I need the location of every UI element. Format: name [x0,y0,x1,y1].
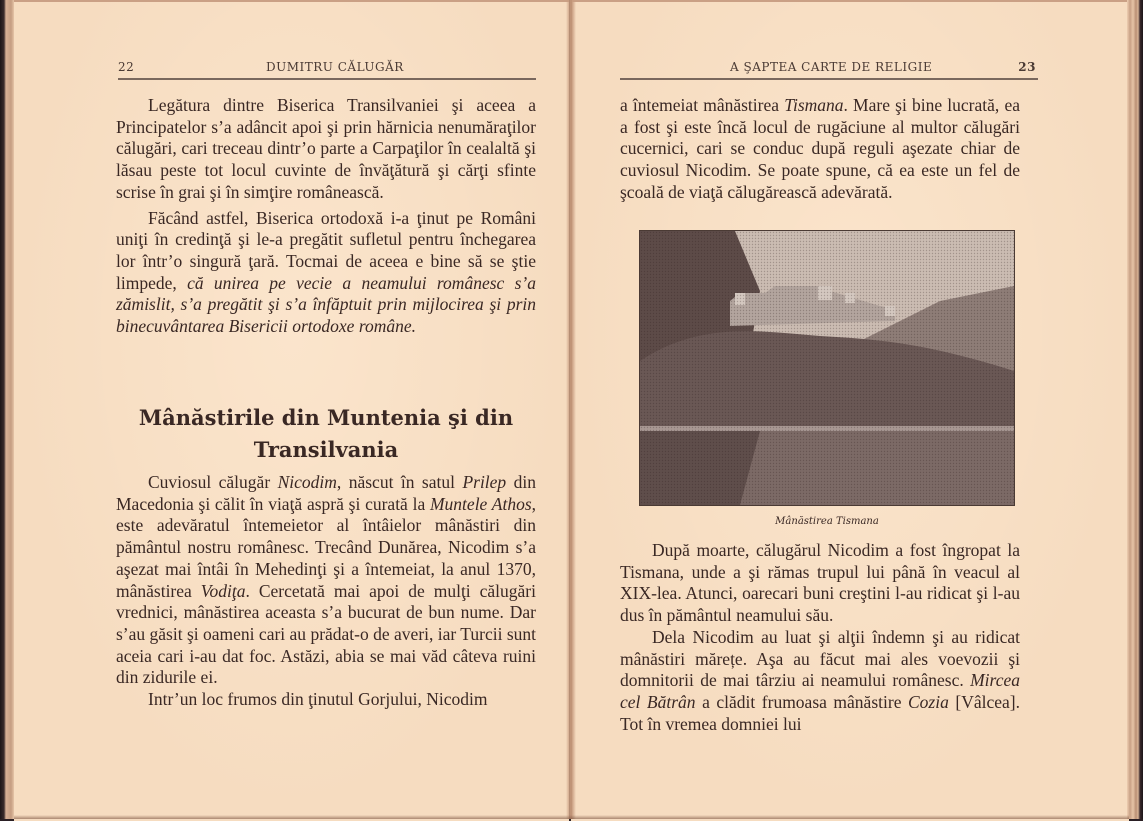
paragraph: Legătura dintre Biserica Transilvaniei şi aceea a Principatelor s’a adâncit apoi şi prin hărnicia nenumăraţilor călugări, cari treceau dintr’o parte a Carpaţilor în cealaltă şi lăsau peste tot locul cuvinte de învăţătură şi cărţi sfinte scrise în grai şi în simţire românească. [116,95,536,202]
paragraph: Intr’un loc frumos din ţinutul Gorjului, Nicodim [148,689,488,710]
monastery-illustration [640,231,1014,505]
paragraph-text: , este adevăratul întemeietor al întâielor mânăstiri din pământul nostru românesc. Trecând Dunărea, Nicodim s’a aşezat mai întâi în Mehedinţi şi a întemeiat, la anul 1370, mânăstirea [116,493,537,601]
place-emphasis: Cozia [908,691,949,712]
right-running-head [620,58,1038,80]
paragraph-text: din Macedonia şi călit în viaţă aspră şi curată la [116,472,536,514]
header-rule-left [118,78,536,80]
paragraph [620,95,1020,204]
photo-caption: Mânăstirea Tismana [775,516,879,527]
photo-tismana-monastery [639,230,1015,506]
paragraph-text: a întemeiat mânăstirea [620,95,785,115]
section-heading: Mânăstirile din Muntenia şi din Transilvania [138,405,514,462]
name-emphasis: Mircea cel Bătrân [620,670,1020,712]
place-emphasis: Vodiţa [200,580,246,601]
running-title-right: A ŞAPTEA CARTE DE RELIGIE [730,60,933,74]
page-number-right: 23 [1018,60,1036,74]
place-emphasis: Prilep [462,472,507,492]
paragraph-text: [Vâlcea]. Tot în vremea domniei lui [620,691,1020,734]
paragraph-text: Dela Nicodim au luat şi alţii îndemn şi au ridicat mânăstiri mărețe. Aşa au făcut mai ales voevozii şi domnitorii de mai târziu ai neamului românesc. [620,626,1020,691]
paragraph-text: . Cercetată mai apoi de mulţi călugări vrednici, mânăstirea aceasta s’a bucurat de bun nume. Dar s’au găsit şi oameni cari au prădat-o de averi, iar Turcii sunt aceia cari i-au dat foc. Astăzi, abia se mai văd câteva ruini din zidurile ei. [116,580,536,688]
paragraph-text: Cuviosul călugăr [148,472,278,492]
book-gutter [566,0,576,819]
left-body-upper [116,95,536,338]
paragraph [620,627,1020,736]
paragraph [116,208,536,338]
paragraph-text: , născut în satul [336,472,463,492]
paragraph-text: Făcând astfel, Biserica ortodoxă i-a ţinut pe Români uniţi în credinţă şi le-a pregătit sufletul pentru închegarea lor într’o singură ţară. Tocmai de aceea e bine să se ştie limpede, [116,207,536,293]
left-running-head [118,58,536,80]
paragraph-text: . Mare şi bine lucrată, ea a fost şi este încă locul de rugăciune al multor călugări cucernici, cari se conduc după reguli aşezate chiar de cuviosul Nicodim. Se poate spune, că ea este un fel de şcoală de viaţă călugărească adevărată. [620,95,1020,202]
halftone [640,231,1014,505]
place-emphasis: Tismana [784,95,844,115]
paragraph-emphasis: că unirea pe vecie a neamului românesc s’a zămislit, s’a pregătit şi s’a înfăptuit prin mijlocirea şi prin binecuvântarea Bisericii ortodoxe române. [116,272,537,337]
page-bottom-shadow [14,815,1129,819]
place-emphasis: Muntele Athos [429,493,532,514]
paragraph: După moarte, călugărul Nicodim a fost îngropat la Tismana, unde a şi rămas trupul lui până în veacul al XIX-lea. Atunci, oarecari buni creştini l-au ridicat şi l-au dus în pământul neamului său. [620,540,1020,626]
right-body-lower [620,540,1020,735]
running-title-left: DUMITRU CĂLUGĂR [266,60,404,74]
header-rule-right [620,78,1038,80]
book-edge-right [1127,0,1143,819]
page-number-left: 22 [118,60,135,74]
right-body-upper [620,95,1020,204]
left-body-lower [116,472,536,711]
paragraph [116,472,536,689]
name-emphasis: Nicodim [277,472,337,492]
paragraph-text: a clădit frumoasa mânăstire [695,691,908,712]
